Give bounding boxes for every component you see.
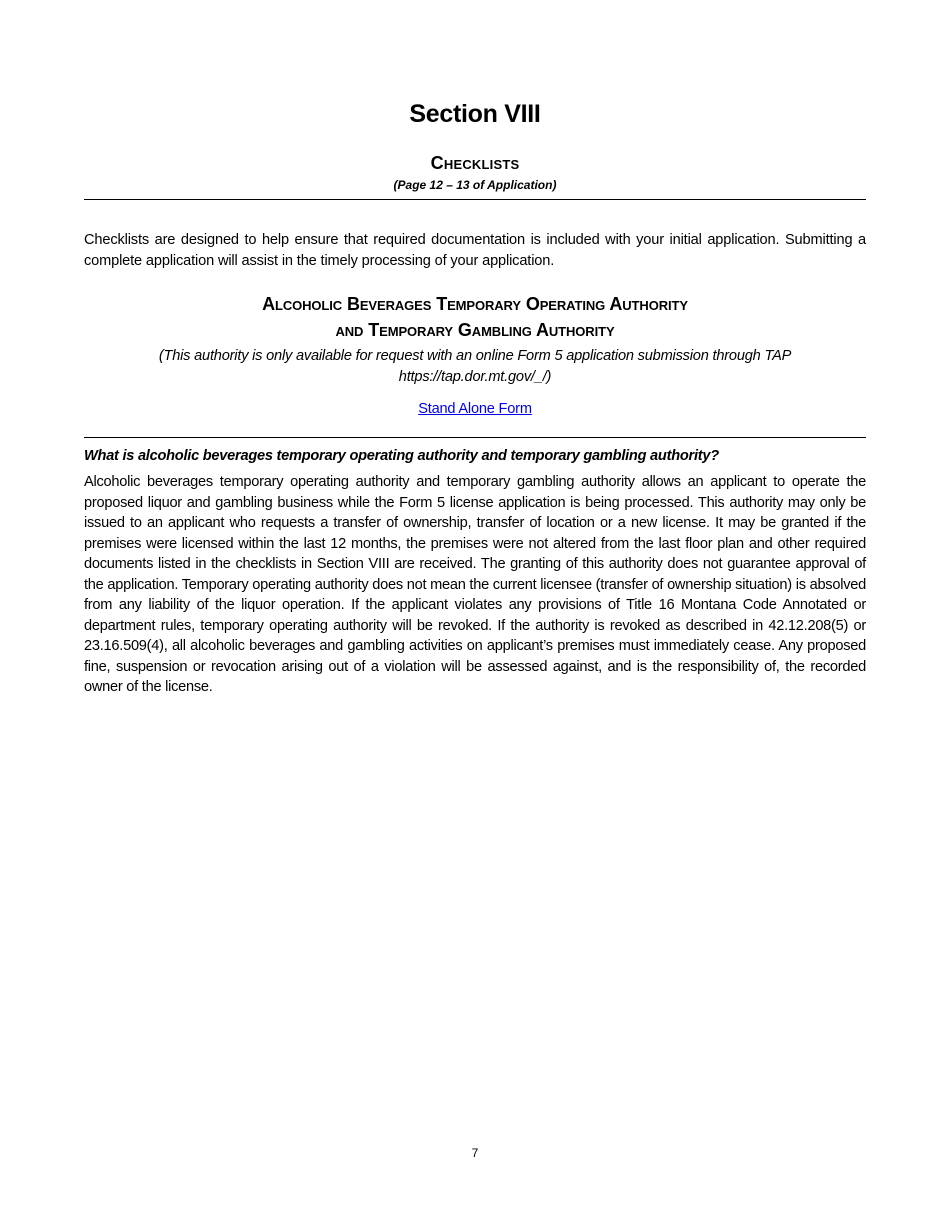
section-title: Section VIII xyxy=(409,100,541,128)
stand-alone-form-container xyxy=(84,401,866,417)
authority-note-line2: https://tap.dor.mt.gov/_/) xyxy=(398,369,552,385)
intro-paragraph: Checklists are designed to help ensure that required documentation is included with your initial application. Submitting a complete application will assist in the timely processing of your application. xyxy=(84,232,866,269)
horizontal-divider xyxy=(84,437,866,438)
section-subtitle: Checklists xyxy=(430,153,520,173)
horizontal-divider xyxy=(84,199,866,200)
page-number: 7 xyxy=(471,1146,479,1160)
authority-heading xyxy=(84,291,866,343)
faq-answer: Alcoholic beverages temporary operating authority and temporary gambling authority allows an applicant to operate the proposed liquor and gambling business while the Form 5 license application is being processed. This authority may only be issued to an applicant who requests a transfer of ownership, transfer of location or a new license. It may be granted if the premises were licensed within the last 12 months, the premises were not altered from the last floor plan and other required documents listed in the checklists in Section VIII are received. The granting of this authority does not guarantee approval of the application. Temporary operating authority does not mean the current licensee (transfer of ownership situation) is absolved from any liability of the liquor operation. If the applicant violates any provisions of Title 16 Montana Code Annotated or department rules, temporary operating authority will be revoked. If the authority is revoked as described in 42.12.208(5) or 23.16.509(4), all alcoholic beverages and gambling activities on applicant’s premises must immediately cease. Any proposed fine, suspension or revocation arising out of a violation will be assessed against, and is the responsibility of, the recorded owner of the license. xyxy=(84,474,866,695)
authority-heading-line2: and Temporary Gambling Authority xyxy=(335,320,615,340)
authority-heading-line1: Alcoholic Beverages Temporary Operating Authority xyxy=(262,294,688,314)
faq-question: What is alcoholic beverages temporary operating authority and temporary gambling authority? xyxy=(84,448,719,464)
stand-alone-form-link[interactable]: Stand Alone Form xyxy=(418,401,532,417)
authority-note xyxy=(84,346,866,388)
page-reference: (Page 12 – 13 of Application) xyxy=(393,178,557,192)
authority-note-line1: (This authority is only available for request with an online Form 5 application submission through TAP xyxy=(158,348,792,364)
